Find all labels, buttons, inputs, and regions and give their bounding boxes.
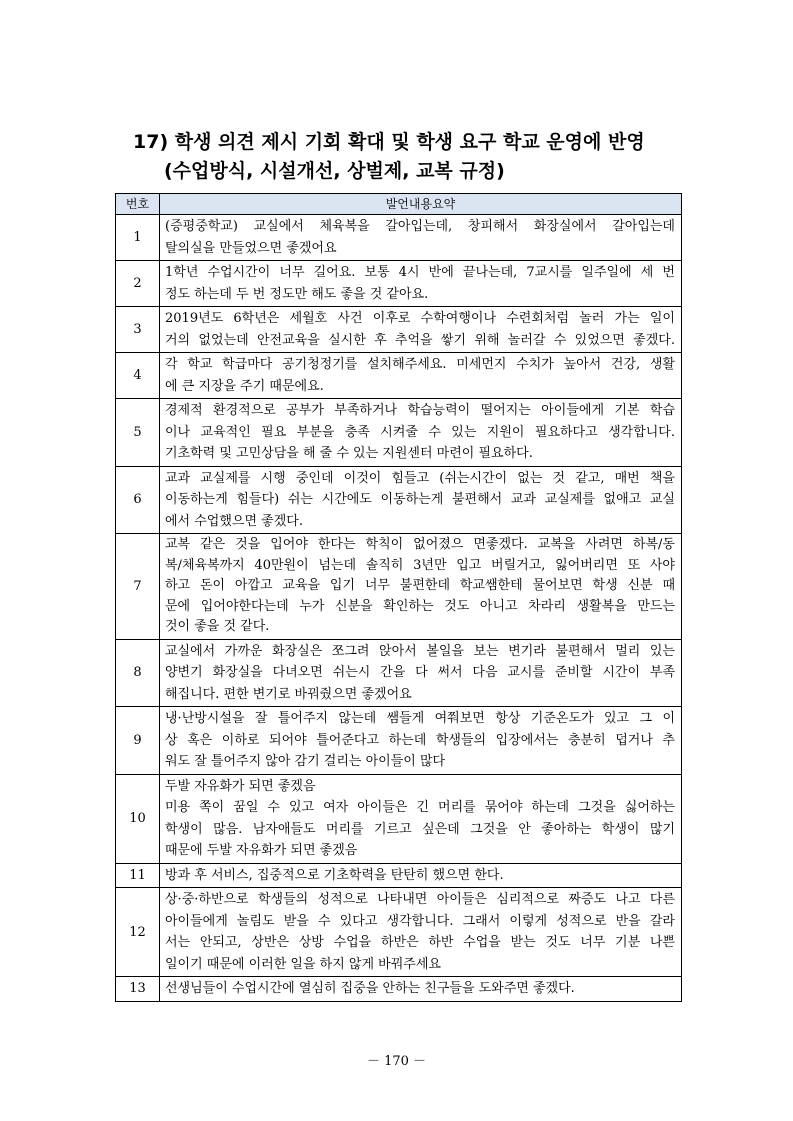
summary-line: 두발 자유화가 되면 좋겠음 <box>165 778 316 794</box>
row-number: 5 <box>116 399 160 467</box>
table-row <box>116 977 682 1002</box>
opinion-table <box>115 193 682 1002</box>
summary-line: 것이 좋을 것 같다. <box>165 619 270 634</box>
row-number: 2 <box>116 261 160 307</box>
summary-line: 이동하는게 힘들다) 쉬는 시간에도 이동하는게 불편해서 교과 교실제를 없애고 교실 <box>165 492 675 507</box>
summary-line: 기초학력 및 고민상담을 해 줄 수 있는 지원센터 마련이 필요하다. <box>165 446 533 461</box>
summary-cell <box>160 215 682 261</box>
row-number: 1 <box>116 215 160 261</box>
table-row <box>116 399 682 467</box>
summary-cell <box>160 977 682 1002</box>
summary-line: 워도 잘 틀어주지 않아 감기 걸리는 아이들이 많다 <box>165 754 446 769</box>
table-row <box>116 534 682 640</box>
summary-line: 냉·난방시설을 잘 틀어주지 않는데 쌤들게 여쭤보면 항상 기준온도가 있고 그 이 <box>165 711 675 726</box>
summary-cell <box>160 774 682 863</box>
summary-line: 학생이 많음. 남자애들도 머리를 기르고 싶은데 그것을 안 좋아하는 학생이 많기 <box>165 821 675 837</box>
summary-line: 선생님들이 수업시간에 열심히 집중을 안하는 친구들을 도와주면 좋겠다. <box>165 981 575 996</box>
summary-cell <box>160 353 682 399</box>
row-number: 3 <box>116 307 160 353</box>
summary-line: 양변기 화장실을 다녀오면 쉬는시 간을 다 써서 다음 교시를 준비할 시간이 부족 <box>165 665 675 680</box>
summary-cell <box>160 888 682 977</box>
summary-line: 탈의실을 만들었으면 좋겠어요 <box>165 240 337 256</box>
summary-cell <box>160 261 682 307</box>
summary-line: 각 학교 학급마다 공기청정기를 설치해주세요. 미세먼지 수치가 높아서 건강, 생활 <box>165 357 675 372</box>
table-row <box>116 639 682 707</box>
summary-cell <box>160 639 682 707</box>
section-title <box>133 128 645 186</box>
row-number: 6 <box>116 466 160 534</box>
table-row <box>116 888 682 977</box>
row-number: 11 <box>116 863 160 888</box>
summary-line: 하고 돈이 아깝고 교육을 입기 너무 불편한데 학교쌤한테 물어보면 학생 신분 때 <box>165 578 675 593</box>
summary-cell <box>160 399 682 467</box>
summary-line: 미용 쪽이 꿈일 수 있고 여자 아이들은 긴 머리를 묶어야 하는데 그것을 싫어하는 <box>165 800 675 815</box>
table-row <box>116 307 682 353</box>
summary-line: 경제적 환경적으로 공부가 부족하거나 학습능력이 떨어지는 아이들에게 기본 학습 <box>165 403 675 418</box>
summary-line: 상·중·하반으로 학생들의 성적으로 나타내면 아이들은 심리적으로 짜증도 나고 다른 <box>165 892 675 907</box>
summary-cell <box>160 707 682 775</box>
row-number: 13 <box>116 977 160 1002</box>
table-row <box>116 466 682 534</box>
summary-line: 해집니다. 편한 변기로 바꿔줬으면 좋겠어요 <box>165 686 412 702</box>
summary-line: 문에 입어야한다는데 누가 신분을 확인하는 것도 아니고 차라리 생활복을 만드는 <box>165 598 675 614</box>
table-row <box>116 215 682 261</box>
summary-line: 이나 교육적인 필요 부분을 충족 시켜줄 수 있는 지원이 필요하다고 생각합니다. <box>165 424 675 440</box>
section-title-line: 17) 학생 의견 제시 기회 확대 및 학생 요구 학교 운영에 반영 <box>133 131 645 153</box>
summary-line: 아이들에게 놀림도 받을 수 있다고 생각합니다. 그래서 이렇게 성적으로 반을 갈라 <box>165 913 675 929</box>
summary-cell <box>160 466 682 534</box>
summary-line: 에 큰 지장을 주기 때문에요. <box>165 378 324 394</box>
table-row <box>116 261 682 307</box>
table-row <box>116 863 682 888</box>
page-number: － 170 － <box>366 1054 427 1069</box>
summary-line: 교과 교실제를 시행 중인데 이것이 힘들고 (쉬는시간이 없는 것 같고, 매번 책을 <box>165 470 675 486</box>
row-number: 12 <box>116 888 160 977</box>
summary-line: (증평중학교) 교실에서 체육복을 갈아입는데, 창피해서 화장실에서 갈아입는데 <box>165 219 675 234</box>
row-number: 7 <box>116 534 160 640</box>
summary-line: 복/체육복까지 40만원이 넘는데 솔직히 3년만 입고 버릴거고, 잃어버리면 또 사야 <box>165 557 675 573</box>
summary-line: 에서 수업했으면 좋겠다. <box>165 513 303 529</box>
summary-line: 정도 하는데 두 번 정도만 해도 좋을 것 같아요. <box>165 286 429 302</box>
summary-line: 일이기 때문에 이러한 일을 하지 않게 바꿔주세요 <box>165 956 441 972</box>
summary-line: 교복 같은 것을 입어야 한다는 학칙이 없어졌으 면좋겠다. 교복을 사려면 하복/동 <box>165 537 675 552</box>
row-number: 9 <box>116 707 160 775</box>
column-header-number: 번호 <box>116 194 160 215</box>
summary-line: 때문에 두발 자유화가 되면 좋겠음 <box>165 843 358 858</box>
summary-line: 상 혹은 이하로 되어야 틀어준다고 하는데 학생들의 입장에서는 충분히 덥거나 추 <box>165 732 675 748</box>
summary-line: 1학년 수업시간이 너무 길어요. 보통 4시 반에 끝나는데, 7교시를 일주일에 세 번 <box>165 265 675 280</box>
summary-line: 방과 후 서비스, 집중적으로 기초학력을 탄탄히 했으면 한다. <box>165 867 504 883</box>
summary-cell <box>160 534 682 640</box>
row-number: 10 <box>116 774 160 863</box>
row-number: 8 <box>116 639 160 707</box>
summary-line: 교실에서 가까운 화장실은 쪼그려 앉아서 볼일을 보는 변기라 불편해서 멀리 있는 <box>165 643 675 659</box>
summary-line: 서는 안되고, 상반은 상방 수업을 하반은 하반 수업을 받는 것도 너무 기분 나쁜 <box>165 935 675 950</box>
column-header-summary: 발언내용요약 <box>160 194 682 215</box>
table-row <box>116 707 682 775</box>
table-header-row <box>116 194 682 215</box>
summary-cell <box>160 863 682 888</box>
row-number: 4 <box>116 353 160 399</box>
table-row <box>116 774 682 863</box>
section-subtitle-line: (수업방식, 시설개선, 상벌제, 교복 규정) <box>164 160 505 182</box>
summary-line: 2019년도 6학년은 세월호 사건 이후로 수학여행이나 수련회처럼 놀러 가는 일이 <box>165 311 675 326</box>
summary-line: 거의 없었는데 안전교육을 실시한 후 추억을 쌓기 위해 놀러갈 수 있었으면 좋겠다. <box>165 332 675 348</box>
summary-cell <box>160 307 682 353</box>
table-row <box>116 353 682 399</box>
